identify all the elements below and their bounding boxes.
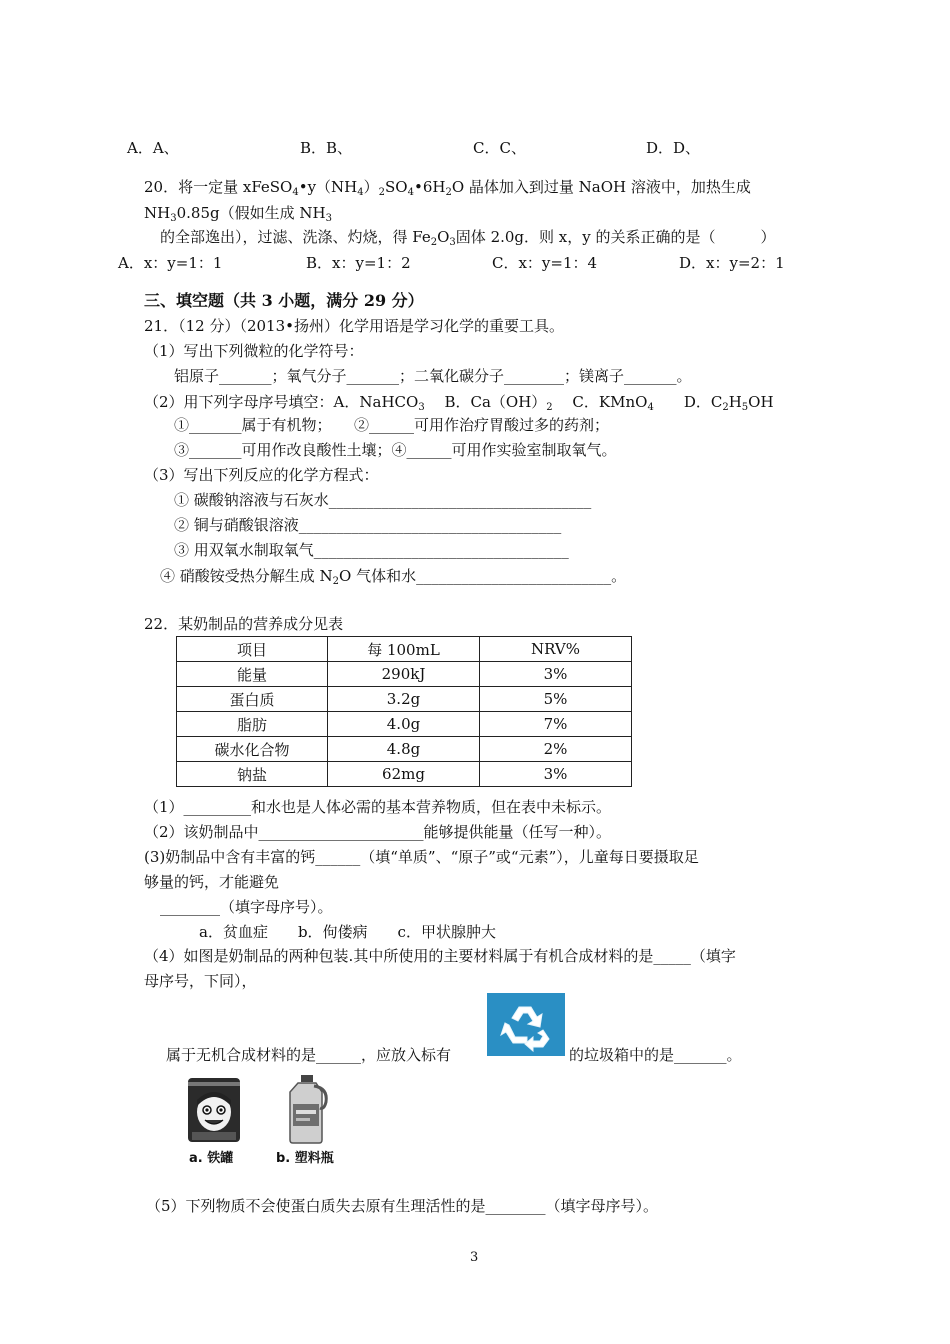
q19-option-b: B．B、 bbox=[300, 139, 353, 157]
q20-option-d: D．x：y=2：1 bbox=[679, 254, 785, 272]
q22-sub-3-options: a．贫血症 b．佝偻病 c．甲状腺肿大 bbox=[199, 923, 496, 941]
table-cell: 62mg bbox=[328, 762, 480, 787]
q20-line-2: $NH_30.85g$（假如生成 $NH_3$ bbox=[144, 204, 332, 224]
table-row bbox=[177, 637, 632, 662]
q19-option-c: C．C、 bbox=[473, 139, 526, 157]
table-cell: 7% bbox=[480, 712, 632, 737]
table-row bbox=[177, 737, 632, 762]
table-cell: 脂肪 bbox=[177, 712, 328, 737]
q20-line-1: 20．将一定量 $xFeSO_4•y(NH_4)_2SO_4•6H_2O$ 晶体加入到过量 NaOH 溶液中，加热生成 bbox=[144, 178, 751, 198]
q19-option-d: D．D、 bbox=[646, 139, 701, 157]
table-cell: 3.2g bbox=[328, 687, 480, 712]
caption-iron-can: a. 铁罐 bbox=[189, 1151, 234, 1166]
table-cell: NRV% bbox=[480, 637, 632, 662]
table-cell: 3% bbox=[480, 762, 632, 787]
table-cell: 3% bbox=[480, 662, 632, 687]
q22-sub-3-line-3: ________（填字母序号）。 bbox=[160, 898, 333, 916]
table-cell: 钠盐 bbox=[177, 762, 328, 787]
table-cell: 项目 bbox=[177, 637, 328, 662]
q21-part-2: （2）用下列字母序号填空：A．NaHCO$_3$ B．$Ca(OH)_2$ C．KMnO$_4$ D．$C_2H_5OH$ bbox=[144, 393, 774, 413]
q21-part-3-eq-1: ① 碳酸钠溶液与石灰水___________________________________ bbox=[174, 491, 592, 509]
section-3-heading: 三、填空题（共 3 小题，满分 29 分） bbox=[144, 291, 424, 310]
table-cell: 2% bbox=[480, 737, 632, 762]
q21-title: 21．（12 分）（2013•扬州）化学用语是学习化学的重要工具。 bbox=[144, 317, 564, 335]
q22-sub-4-line-2: 母序号，下同）， bbox=[144, 972, 257, 990]
q22-title: 22．某奶制品的营养成分见表 bbox=[144, 615, 344, 633]
q22-sub-1: （1）_________和水也是人体必需的基本营养物质，但在表中未标示。 bbox=[144, 798, 612, 816]
table-row bbox=[177, 762, 632, 787]
q22-sub-2: （2）该奶制品中______________________能够提供能量（任写一种）。 bbox=[144, 823, 612, 841]
table-row bbox=[177, 712, 632, 737]
q22-sub-3-line-2: 够量的钙，才能避免 bbox=[144, 873, 280, 891]
q21-part-2-line-2: ③_______可用作改良酸性土壤；④______可用作实验室制取氧气。 bbox=[174, 441, 617, 459]
q21-part-3: （3）写出下列反应的化学方程式： bbox=[144, 466, 379, 484]
q22-sub-3-line-1: (3)奶制品中含有丰富的钙______（填“单质”、“原子”或“元素”），儿童每日要摄取足 bbox=[144, 848, 699, 866]
nutrition-table bbox=[176, 636, 632, 787]
q21-part-3-eq-3: ③ 用双氧水制取氧气__________________________________ bbox=[174, 541, 569, 559]
q22-sub-4-line-3b: 的垃圾箱中的是_______。 bbox=[569, 1046, 742, 1064]
table-cell: 290kJ bbox=[328, 662, 480, 687]
q22-sub-5: （5）下列物质不会使蛋白质失去原有生理活性的是________（填字母序号）。 bbox=[146, 1197, 659, 1215]
q20-option-c: C．x：y=1：4 bbox=[492, 254, 598, 272]
q21-part-3-eq-4: ④ 硝酸铵受热分解生成 $N_2O$ 气体和水__________________________。 bbox=[160, 567, 627, 587]
recycle-icon bbox=[487, 993, 565, 1056]
table-row bbox=[177, 662, 632, 687]
table-cell: 5% bbox=[480, 687, 632, 712]
q21-part-1-blanks: 铝原子_______；氧气分子_______；二氧化碳分子________；镁离子_______。 bbox=[174, 367, 692, 385]
table-cell: 4.0g bbox=[328, 712, 480, 737]
q20-option-b: B．x：y=1：2 bbox=[306, 254, 411, 272]
q20-option-a: A．x：y=1：1 bbox=[118, 254, 223, 272]
q22-sub-4-line-3a: 属于无机合成材料的是______，应放入标有 bbox=[166, 1046, 452, 1064]
page-number: 3 bbox=[470, 1250, 479, 1265]
q19-option-a: A．A、 bbox=[127, 139, 179, 157]
q21-part-2-line-1: ①_______属于有机物； ②______可用作治疗胃酸过多的药剂； bbox=[174, 416, 610, 434]
caption-plastic-bottle: b. 塑料瓶 bbox=[276, 1151, 334, 1166]
q20-line-3: 的全部逸出），过滤、洗涤、灼烧，得 $Fe_2O_3$固体 2.0g．则 x，y 的关系正确的是（ ） bbox=[160, 228, 776, 248]
iron-can-image bbox=[186, 1076, 242, 1148]
q22-sub-4-line-1: （4）如图是奶制品的两种包装.其中所使用的主要材料属于有机合成材料的是_____（填字 bbox=[144, 947, 736, 965]
plastic-bottle-image bbox=[284, 1074, 330, 1148]
table-row bbox=[177, 687, 632, 712]
table-cell: 碳水化合物 bbox=[177, 737, 328, 762]
table-cell: 每 100mL bbox=[328, 637, 480, 662]
table-cell: 4.8g bbox=[328, 737, 480, 762]
q21-part-1: （1）写出下列微粒的化学符号： bbox=[144, 342, 364, 360]
q21-part-3-eq-2: ② 铜与硝酸银溶液___________________________________ bbox=[174, 516, 562, 534]
table-cell: 能量 bbox=[177, 662, 328, 687]
table-cell: 蛋白质 bbox=[177, 687, 328, 712]
